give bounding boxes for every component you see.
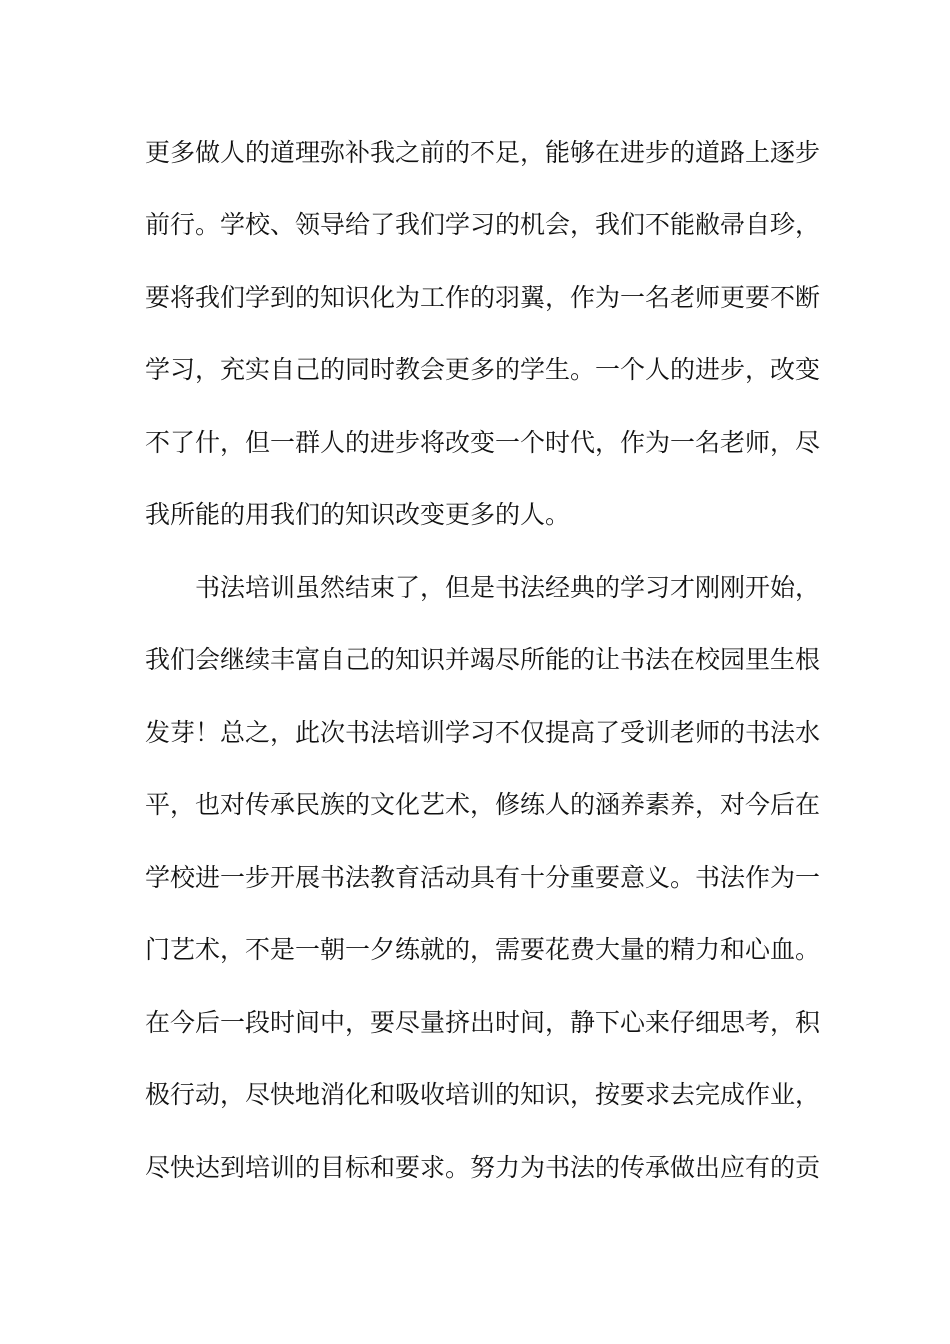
text-line: 平，也对传承民族的文化艺术，修练人的涵养素养，对今后在 — [145, 790, 821, 819]
text-line: 发芽！总之，此次书法培训学习不仅提高了受训老师的书法水 — [145, 718, 821, 747]
text-line: 尽快达到培训的目标和要求。努力为书法的传承做出应有的贡 — [145, 1153, 821, 1182]
text-line: 更多做人的道理弥补我之前的不足，能够在进步的道路上逐步 — [145, 138, 821, 167]
text-line: 在今后一段时间中，要尽量挤出时间，静下心来仔细思考，积 — [145, 1008, 821, 1037]
text-line: 我所能的用我们的知识改变更多的人。 — [145, 500, 571, 529]
text-line: 要将我们学到的知识化为工作的羽翼，作为一名老师更要不断 — [145, 283, 821, 312]
text-line: 不了什，但一群人的进步将改变一个时代，作为一名老师，尽 — [145, 428, 821, 457]
text-line: 书法培训虽然结束了，但是书法经典的学习才刚刚开始， — [195, 573, 821, 602]
text-line: 门艺术，不是一朝一夕练就的，需要花费大量的精力和心血。 — [145, 935, 821, 964]
text-line: 学校进一步开展书法教育活动具有十分重要意义。书法作为一 — [145, 863, 821, 892]
text-line: 我们会继续丰富自己的知识并竭尽所能的让书法在校园里生根 — [145, 645, 821, 674]
text-line: 学习，充实自己的同时教会更多的学生。一个人的进步，改变 — [145, 355, 821, 384]
text-line: 前行。学校、领导给了我们学习的机会，我们不能敝帚自珍， — [145, 210, 821, 239]
text-line: 极行动，尽快地消化和吸收培训的知识，按要求去完成作业， — [145, 1080, 821, 1109]
